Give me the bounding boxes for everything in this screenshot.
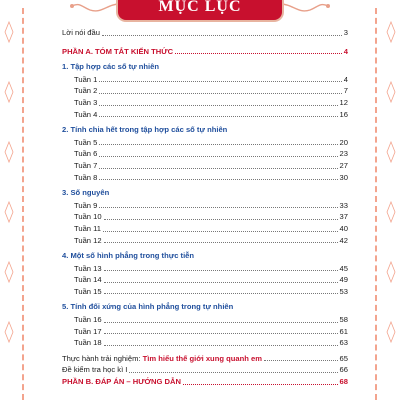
toc-section-title[interactable]: 1. Tập hợp các số tự nhiên — [62, 62, 159, 72]
right-ornament-border — [384, 12, 398, 392]
toc-section-title[interactable]: 2. Tính chia hết trong tập hợp các số tự nhiên — [62, 125, 228, 135]
toc-part-page: 4 — [343, 46, 348, 56]
toc-week-label: Tuần 2 — [74, 86, 98, 96]
toc-week-label: Tuần 13 — [74, 263, 102, 273]
toc-week-entry[interactable] — [62, 263, 348, 275]
toc-week-entry[interactable] — [62, 223, 348, 235]
toc-week-page: 63 — [339, 338, 348, 348]
leader-dots — [104, 326, 338, 334]
leader-dots — [129, 365, 337, 373]
toc-week-entry[interactable] — [62, 274, 348, 286]
toc-entry-page: 3 — [343, 28, 348, 37]
page-title: MỤC LỤC — [158, 0, 242, 15]
leader-dots — [104, 235, 338, 243]
toc-section-title[interactable]: 5. Tính đối xứng của hình phẳng trong tự nhiên — [62, 302, 234, 312]
header-right-swirl-icon — [278, 0, 338, 18]
leader-dots — [104, 212, 338, 220]
toc-week-entry[interactable] — [62, 286, 348, 298]
leader-dots — [99, 86, 341, 94]
toc-week-entry[interactable] — [62, 148, 348, 160]
header-banner — [118, 0, 282, 20]
leader-dots — [104, 263, 338, 271]
toc-week-page: 12 — [339, 97, 348, 107]
toc-week-label: Tuần 17 — [74, 326, 102, 336]
toc-week-page: 23 — [339, 149, 348, 159]
leader-dots — [183, 377, 338, 385]
toc-part-label: PHẦN A. TÓM TẮT KIẾN THỨC — [62, 46, 174, 56]
leader-dots — [99, 137, 337, 145]
toc-week-label: Tuần 11 — [74, 223, 102, 233]
leader-dots — [99, 74, 341, 82]
leader-dots — [104, 315, 338, 323]
toc-week-label: Tuần 9 — [74, 200, 98, 210]
toc-week-page: 61 — [339, 326, 348, 336]
toc-week-page: 7 — [343, 86, 348, 96]
toc-part-page: 68 — [339, 377, 348, 387]
toc-week-page: 4 — [343, 74, 348, 84]
toc-week-label: Tuần 5 — [74, 137, 98, 147]
toc-sections — [62, 57, 348, 353]
toc-entry-intro[interactable] — [62, 27, 348, 39]
toc-week-page: 33 — [339, 200, 348, 210]
toc-week-label: Tuần 18 — [74, 338, 102, 348]
toc-week-entry[interactable] — [62, 137, 348, 149]
leader-dots — [99, 172, 337, 180]
toc-week-label: Tuần 15 — [74, 286, 102, 296]
toc-week-label: Tuần 14 — [74, 275, 102, 285]
toc-entry-practical[interactable] — [62, 353, 348, 365]
toc-week-entry[interactable] — [62, 211, 348, 223]
toc-entry-label: Lời nói đầu — [62, 28, 100, 37]
leader-dots — [103, 224, 338, 232]
toc-week-page: 37 — [339, 212, 348, 222]
toc-week-label: Tuần 1 — [74, 74, 98, 84]
table-of-contents — [62, 27, 348, 388]
leader-dots — [104, 338, 338, 346]
toc-section-title[interactable]: 4. Một số hình phẳng trong thực tiễn — [62, 251, 195, 261]
toc-week-label: Tuần 3 — [74, 97, 98, 107]
header-left-swirl-icon — [62, 0, 122, 18]
toc-week-entry[interactable] — [62, 326, 348, 338]
toc-week-entry[interactable] — [62, 85, 348, 97]
leader-dots — [99, 149, 337, 157]
toc-week-label: Tuần 4 — [74, 109, 98, 119]
toc-entry-label — [62, 353, 262, 365]
leader-dots — [104, 275, 338, 283]
toc-week-page: 53 — [339, 286, 348, 296]
practical-prefix: Thực hành trải nghiệm: — [62, 353, 143, 363]
toc-week-label: Tuần 7 — [74, 160, 98, 170]
leader-dots — [264, 353, 338, 361]
toc-week-page: 49 — [339, 275, 348, 285]
leader-dots — [99, 98, 337, 106]
toc-entry-page: 65 — [339, 353, 348, 363]
toc-week-label: Tuần 10 — [74, 212, 102, 222]
toc-week-entry[interactable] — [62, 314, 348, 326]
practical-highlight: Tìm hiểu thế giới xung quanh em — [142, 353, 262, 363]
leader-dots — [175, 46, 342, 54]
toc-week-entry[interactable] — [62, 235, 348, 247]
toc-week-entry[interactable] — [62, 74, 348, 86]
toc-week-label: Tuần 8 — [74, 172, 98, 182]
toc-entry-exam[interactable] — [62, 364, 348, 376]
toc-week-entry[interactable] — [62, 200, 348, 212]
left-ornament-border — [2, 12, 16, 392]
toc-week-entry[interactable] — [62, 337, 348, 349]
toc-week-label: Tuần 16 — [74, 315, 102, 325]
leader-dots — [99, 200, 337, 208]
toc-part-label: PHẦN B. ĐÁP ÁN – HƯỚNG DẪN — [62, 377, 181, 387]
toc-part-a[interactable] — [62, 46, 348, 58]
toc-week-page: 58 — [339, 315, 348, 325]
leader-dots — [102, 28, 342, 36]
leader-dots — [99, 161, 337, 169]
toc-week-entry[interactable] — [62, 109, 348, 121]
toc-entry-page: 66 — [339, 365, 348, 375]
toc-week-page: 27 — [339, 160, 348, 170]
toc-week-entry[interactable] — [62, 97, 348, 109]
toc-entry-label: Đề kiểm tra học kì I — [62, 365, 128, 375]
toc-week-page: 45 — [339, 263, 348, 273]
leader-dots — [104, 286, 338, 294]
toc-week-entry[interactable] — [62, 172, 348, 184]
toc-week-page: 40 — [339, 223, 348, 233]
toc-week-page: 30 — [339, 172, 348, 182]
toc-week-page: 42 — [339, 235, 348, 245]
toc-section-title[interactable]: 3. Số nguyên — [62, 188, 110, 198]
toc-week-page: 16 — [339, 109, 348, 119]
toc-week-label: Tuần 12 — [74, 235, 102, 245]
toc-week-entry[interactable] — [62, 160, 348, 172]
toc-part-b[interactable] — [62, 376, 348, 388]
leader-dots — [99, 109, 337, 117]
toc-week-page: 20 — [339, 137, 348, 147]
toc-week-label: Tuần 6 — [74, 149, 98, 159]
